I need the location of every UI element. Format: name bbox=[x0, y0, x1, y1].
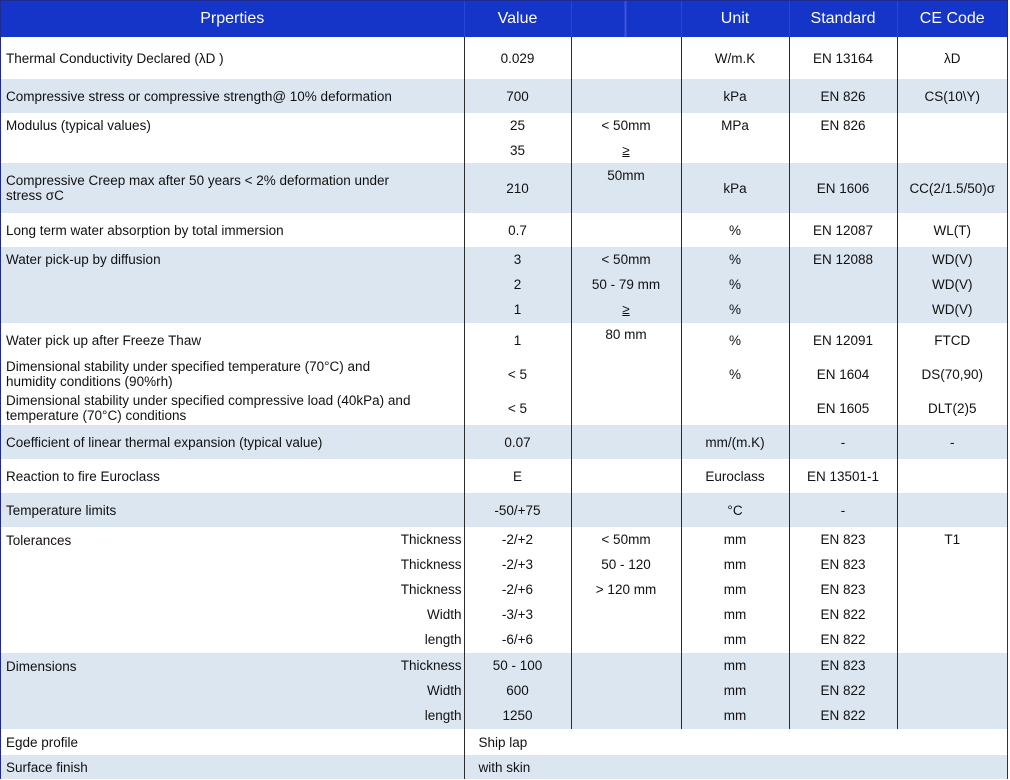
property-qualifier: < 50mm 50 - 79 mm ≥ 80 mm bbox=[571, 247, 681, 323]
property-qualifier bbox=[571, 425, 681, 459]
property-ce-code: WD(V) WD(V) WD(V) bbox=[897, 247, 1007, 323]
property-standard: EN 1604 bbox=[789, 357, 897, 391]
table-row bbox=[1, 213, 1007, 247]
property-ce-code bbox=[897, 493, 1007, 527]
property-name: Dimensional stability under specified temperature (70°C) and humidity conditions (90%rh) bbox=[1, 357, 464, 391]
property-name: Water pick up after Freeze Thaw bbox=[1, 323, 464, 357]
property-value: 0.07 bbox=[464, 425, 571, 459]
table-row bbox=[1, 493, 1007, 527]
property-value: -2/+2 -2/+3 -2/+6 -3/+3 -6/+6 bbox=[464, 527, 571, 653]
qualifier-line: < 50mm bbox=[601, 118, 651, 133]
property-unit: % bbox=[681, 357, 789, 391]
property-name: Thermal Conductivity Declared (λD ) bbox=[1, 37, 464, 79]
property-standard: EN 1605 bbox=[789, 391, 897, 425]
property-name: Tolerances Thickness Thickness Thickness Width length bbox=[1, 527, 464, 653]
property-unit: MPa bbox=[681, 113, 789, 163]
property-value: with skin bbox=[464, 755, 1007, 779]
value-line: 35 bbox=[509, 143, 526, 158]
property-standard: EN 12088 bbox=[789, 247, 897, 323]
header-standard: Standard bbox=[789, 1, 897, 37]
header-row bbox=[1, 1, 1007, 37]
property-name: Long term water absorption by total immersion bbox=[1, 213, 464, 247]
header-properties: Prperties bbox=[1, 1, 464, 37]
property-ce-code: DS(70,90) bbox=[897, 357, 1007, 391]
property-name: Dimensional stability under specified compressive load (40kPa) and temperature (70°C) conditions bbox=[1, 391, 464, 425]
property-value: 700 bbox=[464, 79, 571, 113]
property-qualifier: < 50mm 50 - 120 > 120 mm bbox=[571, 527, 681, 653]
property-ce-code: T1 bbox=[897, 527, 1007, 653]
header-ce-code: CE Code bbox=[897, 1, 1007, 37]
table-row bbox=[1, 247, 1007, 323]
property-standard: EN 13501-1 bbox=[789, 459, 897, 493]
property-value: -50/+75 bbox=[464, 493, 571, 527]
table-row bbox=[1, 37, 1007, 79]
property-value: Ship lap bbox=[464, 729, 1007, 755]
property-ce-code bbox=[897, 113, 1007, 163]
property-ce-code bbox=[897, 653, 1007, 729]
property-qualifier bbox=[571, 653, 681, 729]
property-unit: % % % bbox=[681, 247, 789, 323]
property-name: Reaction to fire Euroclass bbox=[1, 459, 464, 493]
property-ce-code: - bbox=[897, 425, 1007, 459]
property-standard: EN 1606 bbox=[789, 163, 897, 213]
property-unit: Euroclass bbox=[681, 459, 789, 493]
table-row bbox=[1, 755, 1007, 779]
property-standard: EN 13164 bbox=[789, 37, 897, 79]
property-unit: W/m.K bbox=[681, 37, 789, 79]
header-value-sub bbox=[571, 1, 681, 37]
property-value: < 5 bbox=[464, 357, 571, 391]
table-row bbox=[1, 163, 1007, 213]
property-standard: EN 826 bbox=[789, 113, 897, 163]
property-unit: kPa bbox=[681, 163, 789, 213]
property-qualifier bbox=[571, 213, 681, 247]
property-standard: EN 12087 bbox=[789, 213, 897, 247]
property-ce-code: FTCD bbox=[897, 323, 1007, 357]
property-name: Compressive stress or compressive strength@ 10% deformation bbox=[1, 79, 464, 113]
property-ce-code bbox=[897, 459, 1007, 493]
property-qualifier bbox=[571, 113, 681, 183]
property-value: 210 bbox=[464, 163, 571, 213]
table-row bbox=[1, 323, 1007, 357]
property-value bbox=[464, 113, 571, 163]
property-name: Water pick-up by diffusion bbox=[1, 247, 464, 323]
property-value: 0.7 bbox=[464, 213, 571, 247]
property-standard: EN 12091 bbox=[789, 323, 897, 357]
property-standard: - bbox=[789, 493, 897, 527]
property-unit: °C bbox=[681, 493, 789, 527]
property-value: 1 bbox=[464, 323, 571, 357]
table-row bbox=[1, 357, 1007, 391]
property-value: < 5 bbox=[464, 391, 571, 425]
property-qualifier bbox=[571, 493, 681, 527]
property-unit: % bbox=[681, 323, 789, 357]
header-unit: Unit bbox=[681, 1, 789, 37]
property-value: 0.029 bbox=[464, 37, 571, 79]
property-standard: - bbox=[789, 425, 897, 459]
property-standard: EN 823 EN 823 EN 823 EN 822 EN 822 bbox=[789, 527, 897, 653]
table-row bbox=[1, 729, 1007, 755]
header-value: Value bbox=[464, 1, 571, 37]
property-qualifier bbox=[571, 79, 681, 113]
property-standard: EN 823 EN 822 EN 822 bbox=[789, 653, 897, 729]
property-name: Dimensions Thickness Width length bbox=[1, 653, 464, 729]
property-qualifier bbox=[571, 459, 681, 493]
table-row bbox=[1, 425, 1007, 459]
property-unit: mm mm mm mm mm bbox=[681, 527, 789, 653]
property-value: 50 - 100 600 1250 bbox=[464, 653, 571, 729]
property-ce-code: WL(T) bbox=[897, 213, 1007, 247]
property-value: E bbox=[464, 459, 571, 493]
property-qualifier bbox=[571, 391, 681, 425]
property-name: Compressive Creep max after 50 years < 2% deformation under stress σC bbox=[1, 163, 464, 213]
property-standard: EN 826 bbox=[789, 79, 897, 113]
property-unit bbox=[681, 391, 789, 425]
property-unit: % bbox=[681, 213, 789, 247]
table-row bbox=[1, 391, 1007, 425]
property-name: Modulus (typical values) bbox=[1, 113, 464, 163]
property-qualifier bbox=[571, 37, 681, 79]
property-unit: mm mm mm bbox=[681, 653, 789, 729]
property-ce-code: DLT(2)5 bbox=[897, 391, 1007, 425]
property-ce-code: CS(10\Y) bbox=[897, 79, 1007, 113]
table-row bbox=[1, 653, 1007, 729]
table-row bbox=[1, 79, 1007, 113]
property-name: Temperature limits bbox=[1, 493, 464, 527]
property-unit: mm/(m.K) bbox=[681, 425, 789, 459]
table-row bbox=[1, 459, 1007, 493]
property-qualifier bbox=[571, 357, 681, 391]
table-row bbox=[1, 527, 1007, 653]
property-name: Egde profile bbox=[1, 729, 464, 755]
property-name: Surface finish bbox=[1, 755, 464, 779]
property-unit: kPa bbox=[681, 79, 789, 113]
value-line: 25 bbox=[509, 118, 526, 133]
property-name: Coefficient of linear thermal expansion (typical value) bbox=[1, 425, 464, 459]
property-ce-code: λD bbox=[897, 37, 1007, 79]
properties-table bbox=[1, 1, 1007, 779]
qualifier-line: ≥ 50mm bbox=[607, 143, 645, 183]
property-ce-code: CC(2/1.5/50)σ bbox=[897, 163, 1007, 213]
table-row bbox=[1, 113, 1007, 163]
property-value: 3 2 1 bbox=[464, 247, 571, 323]
